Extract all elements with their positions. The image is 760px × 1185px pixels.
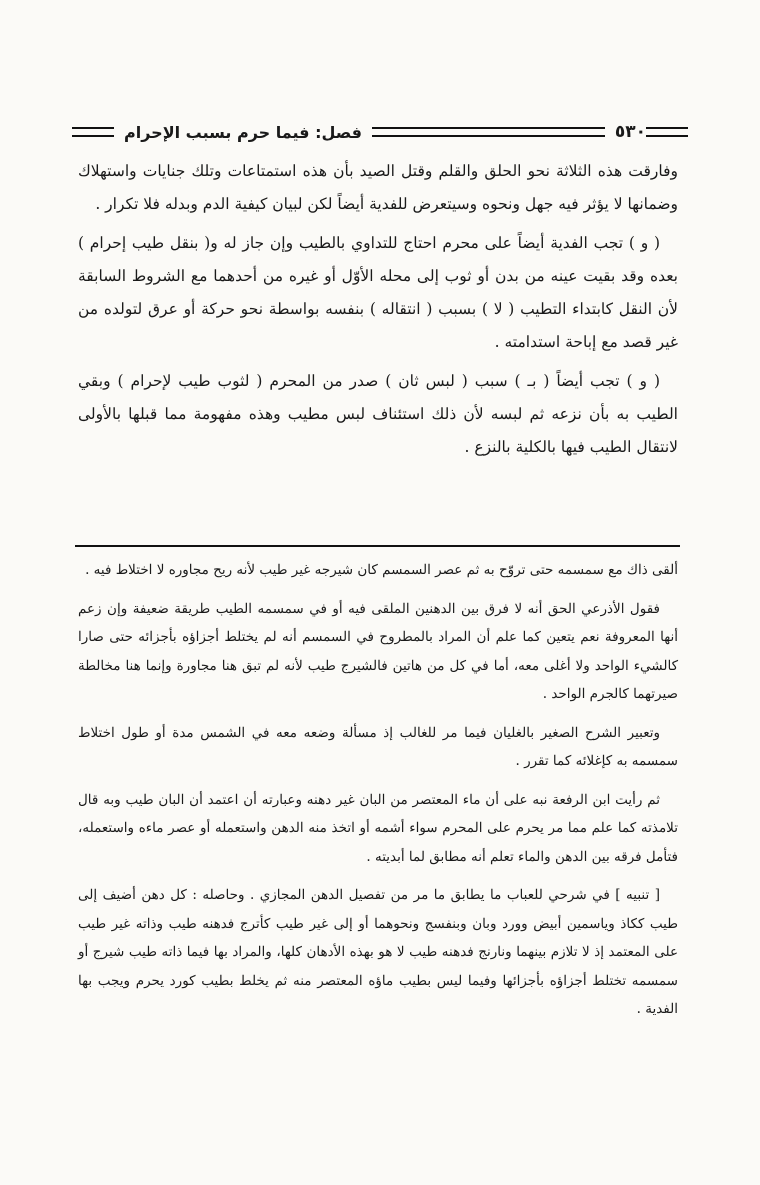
page-number: ٥٣٠ — [614, 122, 646, 142]
footnote-paragraph: ألقى ذاك مع سمسمه حتى تروّح به ثم عصر السمسم كان شيرجه غير طيب لأنه ريح مجاوره لا اختلاط فيه . — [85, 562, 678, 578]
chapter-title: فصل: فيما حرم بسبب الإحرام — [124, 122, 363, 142]
main-paragraph: ( و ) تجب الفدية أيضاً على محرم احتاج للتداوي بالطيب وإن جاز له و( بنقل طيب إحرام ) بعده وقد بقيت عينه من بدن أو ثوب إلى محله الأوّل أو غيره من أحدهما مع الشروط السابقة لأن النقل كابتداء التطيب ( لا ) بسبب ( انتقاله ) بنفسه بواسطة نحو حركة أو عرق لتولده من غير قصد مع إباحة استدامته . — [78, 234, 678, 351]
footnote-paragraph: فقول الأذرعي الحق أنه لا فرق بين الدهنين الملقى فيه أو في سمسمه الطيب طريقة ضعيفة وإن زعم أنها المعروفة نعم يتعين كما علم أن المراد بالمطروح في السمسم أنه لم يختلط أجزاؤه بأجزائه حتى صارا كالشيء الواحد ولا أغلى معه، أما في كل من هاتين فالشيرج طيب لأنه لم تبق هنا مجاورة وإنما هنا مخالطة صيرتهما كالجرم الواحد . — [78, 600, 678, 702]
footnote-paragraph: وتعبير الشرح الصغير بالغليان فيما مر للغالب إذ مسألة وضعه معه في الشمس مدة أو طول اختلاط سمسمه به كإغلائه كما تقرر . — [78, 724, 678, 769]
main-paragraph: ( و ) تجب أيضاً ( بـ ) سبب ( لبس ثان ) صدر من المحرم ( لثوب طيب لإحرام ) وبقي الطيب به بأن نزعه ثم لبسه لأن ذلك استئناف لبس مطيب وهذه مفهومة مما قبلها بالأولى لانتقال الطيب فيها بالكلية بالنزع . — [78, 372, 678, 456]
footnote-separator — [75, 545, 680, 547]
footnotes — [78, 556, 678, 1034]
main-text — [78, 155, 678, 470]
main-paragraph: وفارقت هذه الثلاثة نحو الحلق والقلم وقتل الصيد بأن هذه استمتاعات وتلك جنايات واستهلاك وضمانها لا يؤثر فيه جهل ونحوه وسيتعرض للفدية أيضاً لكن لبيان كيفية الدم وبدله فلا تكرار . — [78, 162, 678, 213]
header-rule-short — [646, 127, 688, 137]
running-header — [72, 118, 688, 146]
header-rule-end — [72, 127, 114, 137]
footnote-paragraph: ثم رأيت ابن الرفعة نبه على أن ماء المعتصر من البان غير دهنه وعبارته أن اعتمد أن البان طيب وبه قال تلامذته كما علم مما مر يحرم على المحرم سواء أشمه أو اتخذ منه الدهن واستعمله أو عصر ماءه واستعمله، فتأمل فرقه بين الدهن والماء تعلم أنه مطابق لما أبديته . — [78, 791, 678, 865]
footnote-paragraph: [ تنبيه ] في شرحي للعباب ما يطابق ما مر من تفصيل الدهن المجازي . وحاصله : كل دهن أضيف إلى طيب ككاذ وياسمين أبيض وورد وبان وبنفسج ونحوهما أو إلى غير طيب كأترج فدهنه طيب وذاته غير طيب على المعتمد إذ لا تلازم بينهما ونارنج فدهنه طيب لا هو بهذه الأدهان كلها، والمراد بها فيما ذاته طيب شيرج أو سمسمه تختلط أجزاؤه بأجزائها وفيما ليس بطيب ماؤه المعتصر منه ثم يخلط بطيب كورد يحرم ويجب بها الفدية . — [78, 887, 678, 1017]
header-rule-long — [372, 127, 605, 137]
